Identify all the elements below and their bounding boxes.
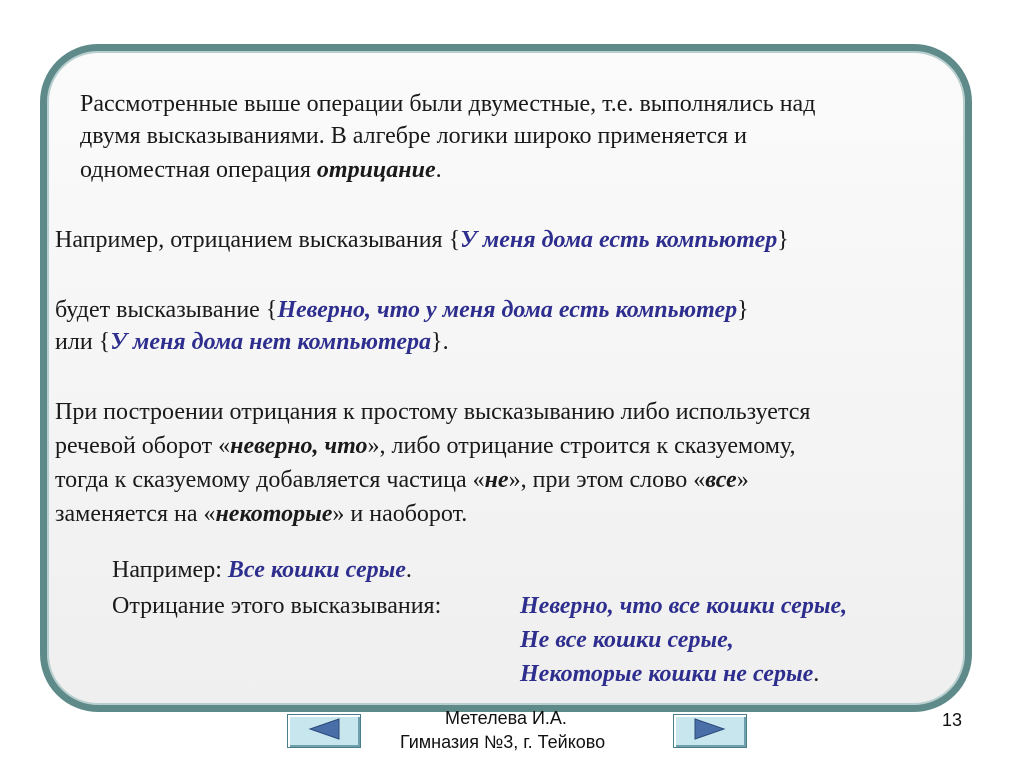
example-statement-line: Например, отрицанием высказывания {У меня дома есть компьютер} bbox=[55, 227, 789, 253]
term-negation: отрицание bbox=[316, 157, 436, 183]
prev-slide-button[interactable] bbox=[287, 714, 361, 748]
intro-line-3: одноместная операция отрицание. bbox=[80, 157, 442, 183]
term-not-true: неверно, что bbox=[230, 433, 368, 459]
intro-line-2: двумя высказываниями. В алгебре логики широко применяется и bbox=[80, 123, 747, 149]
footer-author: Метелева И.А. bbox=[445, 708, 567, 728]
example2-line: Например: Все кошки серые. bbox=[112, 557, 412, 583]
negation-option-3: Некоторые кошки не серые bbox=[520, 661, 814, 687]
footer-school: Гимназия №3, г. Тейково bbox=[400, 732, 606, 752]
term-particle-ne: не bbox=[484, 467, 509, 493]
intro-line-1: Рассмотренные выше операции были двуместные, т.е. выполнялись над bbox=[80, 91, 816, 117]
negated-statement-1: Неверно, что у меня дома есть компьютер bbox=[277, 297, 738, 323]
result-line-2: или {У меня дома нет компьютера}. bbox=[55, 329, 449, 355]
negation-option-3-line: Некоторые кошки не серые. bbox=[520, 661, 820, 687]
cats-statement: Все кошки серые bbox=[227, 557, 406, 583]
negation-label: Отрицание этого высказывания: bbox=[112, 593, 442, 619]
page-number: 13 bbox=[942, 710, 963, 730]
term-some: некоторые bbox=[215, 501, 333, 527]
negation-option-2: Не все кошки серые, bbox=[520, 627, 734, 653]
negation-option-1: Неверно, что все кошки серые, bbox=[520, 593, 848, 619]
term-all: все bbox=[705, 467, 737, 493]
next-slide-button[interactable] bbox=[673, 714, 747, 748]
triangle-left-icon bbox=[307, 717, 341, 746]
rule-line-2: речевой оборот «неверно, что», либо отрицание строится к сказуемому, bbox=[55, 433, 796, 459]
rule-line-1: При построении отрицания к простому высказыванию либо используется bbox=[55, 399, 811, 425]
result-line-1: будет высказывание {Неверно, что у меня дома есть компьютер} bbox=[55, 297, 749, 323]
rule-line-3: тогда к сказуемому добавляется частица «не», при этом слово «все» bbox=[55, 467, 749, 493]
triangle-right-icon bbox=[693, 717, 727, 746]
rule-line-4: заменяется на «некоторые» и наоборот. bbox=[55, 501, 468, 527]
example-statement: У меня дома есть компьютер bbox=[460, 227, 778, 253]
negated-statement-2: У меня дома нет компьютера bbox=[110, 329, 432, 355]
